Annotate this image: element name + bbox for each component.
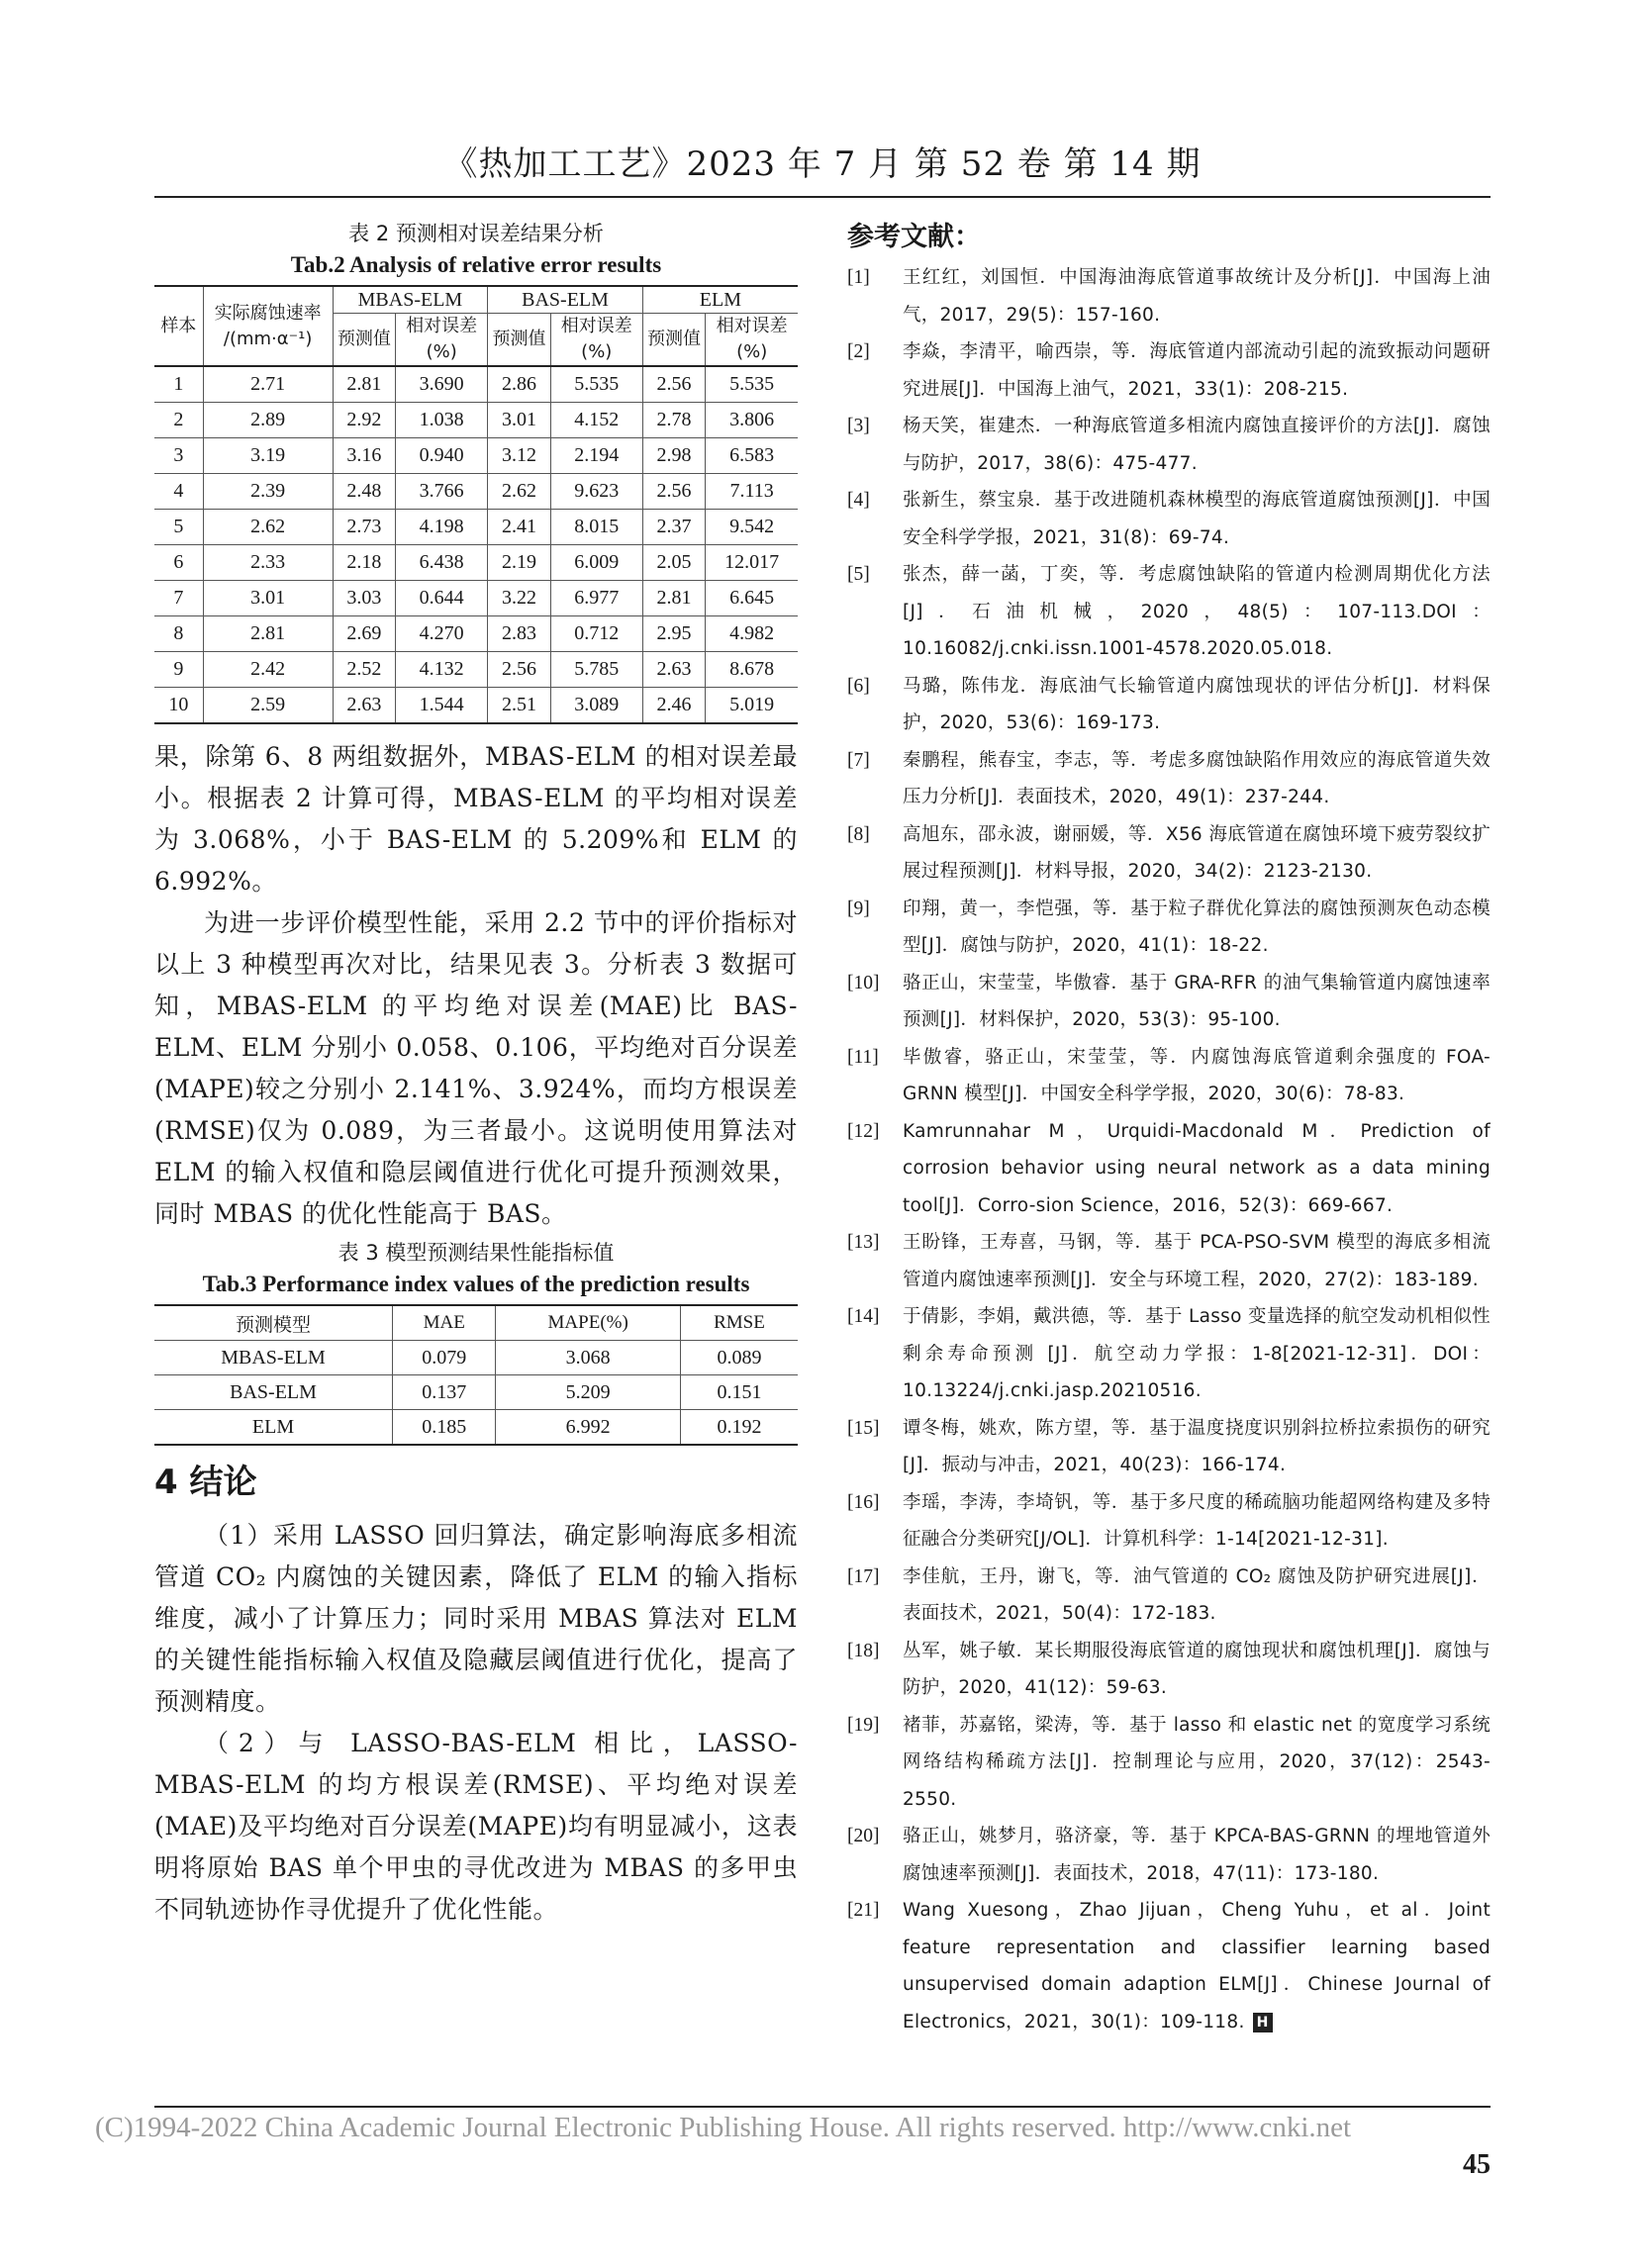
- reference-number: [1]: [847, 267, 870, 288]
- table2-cell: 3.19: [203, 438, 333, 474]
- table2-caption-cn: 表 2 预测相对误差结果分析: [348, 222, 604, 245]
- reference-text-content: 印翔，黄一，李恺强，等．基于粒子群优化算法的腐蚀预测灰色动态模型[J]．腐蚀与防护，2020，41(1)：18-22.: [903, 898, 1491, 956]
- table3-row: [154, 1375, 798, 1410]
- table2-cell: 5: [154, 510, 203, 545]
- reference-number: [9]: [847, 898, 870, 919]
- table3: [154, 1304, 798, 1446]
- table2-cell: 2.95: [642, 616, 705, 652]
- end-mark-icon: H: [1253, 2013, 1273, 2032]
- table2-cell: 2.56: [642, 474, 705, 510]
- table2-cell: 2.05: [642, 545, 705, 581]
- reference-number: [21]: [847, 1900, 880, 1921]
- table2-row: [154, 438, 798, 474]
- table2-sub-err-line1: 相对误差: [560, 316, 632, 336]
- reference-number: [20]: [847, 1826, 880, 1846]
- table2-cell: 3.03: [333, 581, 395, 616]
- reference-text-content: 张新生，蔡宝泉．基于改进随机森林模型的海底管道腐蚀预测[J]．中国安全科学学报，2021，31(8)：69-74.: [903, 490, 1491, 548]
- table2-cell: 2.81: [333, 366, 395, 403]
- table3-cell: 0.185: [393, 1410, 496, 1446]
- reference-number: [18]: [847, 1640, 880, 1661]
- table3-cell: ELM: [154, 1410, 393, 1446]
- table2-cell: 2.194: [550, 438, 642, 474]
- table2-sub-err-line1: 相对误差: [716, 316, 788, 336]
- table3-header-row: [154, 1305, 798, 1341]
- reference-text: [903, 1818, 1491, 1892]
- table2-cell: 5.535: [706, 366, 798, 403]
- table2-cell: 7: [154, 581, 203, 616]
- table2-cell: 2.71: [203, 366, 333, 403]
- reference-item: [847, 668, 1491, 742]
- table2-row: [154, 652, 798, 688]
- table2-cell: 2.63: [333, 688, 395, 724]
- reference-text-content: 高旭东，邵永波，谢丽媛，等．X56 海底管道在腐蚀环境下疲劳裂纹扩展过程预测[J]．材料导报，2020，34(2)：2123-2130.: [903, 823, 1491, 882]
- table2-row: [154, 581, 798, 616]
- table2-cell: 3.01: [203, 581, 333, 616]
- table2-cell: 4.270: [396, 616, 488, 652]
- reference-text: [903, 891, 1491, 965]
- reference-text: [903, 1892, 1491, 2040]
- table2-cell: 0.712: [550, 616, 642, 652]
- reference-number: [17]: [847, 1565, 880, 1587]
- reference-number: [6]: [847, 675, 870, 697]
- table2-sub-err: [706, 314, 798, 367]
- table2-cell: 9.623: [550, 474, 642, 510]
- reference-text-content: 褚菲，苏嘉铭，梁涛，等．基于 lasso 和 elastic net 的宽度学习系统网络结构稀疏方法[J]．控制理论与应用，2020，37(12)：2543-2550.: [903, 1714, 1491, 1810]
- table2-cell: 5.535: [550, 366, 642, 403]
- table2-cell: 6.977: [550, 581, 642, 616]
- table2-cell: 2.18: [333, 545, 395, 581]
- reference-text: [903, 816, 1491, 891]
- table2-cell: 3.22: [488, 581, 550, 616]
- reference-text-content: Kamrunnahar M，Urquidi-Macdonald M．Prediction of corrosion behavior using neural network as a data mining tool[J]．Corro-sion Science，2016，52(3)：669-667.: [903, 1120, 1491, 1216]
- reference-number: [16]: [847, 1491, 880, 1513]
- reference-item: [847, 816, 1491, 891]
- reference-item: [847, 482, 1491, 556]
- results-paragraph-2: 为进一步评价模型性能，采用 2.2 节中的评价指标对以上 3 种模型再次对比，结果见表 3。分析表 3 数据可知，MBAS-ELM 的平均绝对误差(MAE)比 BAS-ELM、ELM 分别小 0.058、0.106，平均绝对百分误差(MAPE)较之分别小 2.141%、3.924%，而均方根误差(RMSE)仅为 0.089，为三者最小。这说明使用算法对 ELM 的输入权值和隐层阈值进行优化可提升预测效果，同时 MBAS 的优化性能高于 BAS。: [154, 908, 798, 1228]
- table3-cell: 0.192: [717, 1415, 762, 1438]
- reference-text: [903, 1707, 1491, 1819]
- reference-item: [847, 742, 1491, 816]
- table2-cell: 3.690: [396, 366, 488, 403]
- table2-cell: 3.089: [550, 688, 642, 724]
- table3-cell: 0.079: [393, 1341, 496, 1375]
- table2-cell: 4: [154, 474, 203, 510]
- table3-row: [154, 1341, 798, 1375]
- reference-text-content: 毕傲睿，骆正山，宋莹莹，等．内腐蚀海底管道剩余强度的 FOA-GRNN 模型[J]．中国安全科学学报，2020，30(6)：78-83.: [903, 1046, 1491, 1104]
- page-number: 45: [1463, 2149, 1491, 2180]
- reference-item: [847, 333, 1491, 408]
- table2-cell: 3.01: [488, 403, 550, 438]
- table2-cell: 3.806: [706, 403, 798, 438]
- table2-cell: 2.69: [333, 616, 395, 652]
- table2-cell: 2.92: [333, 403, 395, 438]
- reference-text: [903, 965, 1491, 1039]
- reference-text: [903, 1633, 1491, 1707]
- table2-cell: 2.41: [488, 510, 550, 545]
- reference-text: [903, 1224, 1491, 1298]
- reference-text: [903, 1113, 1491, 1225]
- table2-cell: 1.544: [396, 688, 488, 724]
- reference-text-content: 谭冬梅，姚欢，陈方望，等．基于温度挠度识别斜拉桥拉索损伤的研究[J]．振动与冲击，2021，40(23)：166-174.: [903, 1417, 1491, 1475]
- table3-header-cell: RMSE: [680, 1305, 798, 1341]
- table2-cell: 2.37: [642, 510, 705, 545]
- table2-sub-err: [396, 314, 488, 367]
- reference-text: [903, 1484, 1491, 1559]
- reference-number: [7]: [847, 749, 870, 771]
- reference-number: [2]: [847, 341, 870, 362]
- table2-cell: 2.33: [203, 545, 333, 581]
- table2-cell: 2.39: [203, 474, 333, 510]
- table3-cell: 5.209: [496, 1375, 681, 1410]
- reference-text-content: 丛军，姚子敏．某长期服役海底管道的腐蚀现状和腐蚀机理[J]．腐蚀与防护，2020，41(12)：59-63.: [903, 1640, 1491, 1698]
- table2-sub-err-line2: (%): [736, 341, 768, 362]
- reference-text: [903, 333, 1491, 408]
- table2-header-actual: [203, 286, 333, 366]
- reference-text-content: 李佳航，王丹，谢飞，等．油气管道的 CO₂ 腐蚀及防护研究进展[J]．表面技术，2021，50(4)：172-183.: [903, 1565, 1491, 1624]
- table2-cell: 2.62: [203, 510, 333, 545]
- table2-cell: 2.81: [642, 581, 705, 616]
- table2-cell: 7.113: [706, 474, 798, 510]
- table2-sub-pred: 预测值: [333, 314, 395, 367]
- table3-header-cell: MAE: [393, 1305, 496, 1341]
- table3-caption-en: Tab.3 Performance index values of the prediction results: [202, 1272, 750, 1296]
- table2-row: [154, 545, 798, 581]
- reference-item: [847, 965, 1491, 1039]
- table2-cell: 2.63: [642, 652, 705, 688]
- table2-cell: 3.16: [333, 438, 395, 474]
- reference-number: [8]: [847, 823, 870, 845]
- reference-text: [903, 556, 1491, 668]
- table2-cell: 4.152: [550, 403, 642, 438]
- table2-cell: 2.46: [642, 688, 705, 724]
- reference-text-content: 李瑶，李涛，李埼钒，等．基于多尺度的稀疏脑功能超网络构建及多特征融合分类研究[J/OL]．计算机科学：1-14[2021-12-31].: [903, 1491, 1491, 1550]
- right-column: [847, 218, 1491, 2040]
- table3-cell: 3.068: [496, 1341, 681, 1375]
- table2-cell: 2.52: [333, 652, 395, 688]
- reference-text: [903, 1410, 1491, 1484]
- table2-cell: 9: [154, 652, 203, 688]
- reference-text-content: 王盼锋，王寿喜，马钢，等．基于 PCA-PSO-SVM 模型的海底多相流管道内腐蚀速率预测[J]．安全与环境工程，2020，27(2)：183-189.: [903, 1232, 1491, 1290]
- reference-item: [847, 1224, 1491, 1298]
- table2-cell: 3.12: [488, 438, 550, 474]
- table2-cell: 2.86: [488, 366, 550, 403]
- section4-title: 4 结论: [154, 1463, 257, 1502]
- reference-item: [847, 259, 1491, 333]
- table2-header-bas: BAS-ELM: [488, 286, 643, 314]
- reference-text: [903, 668, 1491, 742]
- table3-cell: 0.137: [393, 1375, 496, 1410]
- table2-header-elm: ELM: [642, 286, 798, 314]
- table2-cell: 6.009: [550, 545, 642, 581]
- reference-number: [10]: [847, 972, 880, 993]
- table3-cell: 0.089: [680, 1341, 798, 1375]
- reference-item: [847, 1707, 1491, 1819]
- reference-number: [5]: [847, 564, 870, 585]
- table2-sub-err: [550, 314, 642, 367]
- reference-item: [847, 1892, 1491, 2040]
- reference-item: [847, 1298, 1491, 1410]
- table2-sub-err-line2: (%): [426, 341, 457, 362]
- reference-text: [903, 259, 1491, 333]
- table2-cell: 3: [154, 438, 203, 474]
- conclusion-paragraph-2: （2）与 LASSO-BAS-ELM 相比，LASSO-MBAS-ELM 的均方根误差(RMSE)、平均绝对误差(MAE)及平均绝对百分误差(MAPE)均有明显减小，这表明将原始 BAS 单个甲虫的寻优改进为 MBAS 的多甲虫不同轨迹协作寻优提升了优化性能。: [154, 1729, 798, 1924]
- table2-cell: 2.56: [488, 652, 550, 688]
- table2-cell: 2.59: [203, 688, 333, 724]
- table2-header-actual-line1: 实际腐蚀速率: [214, 302, 322, 324]
- reference-item: [847, 556, 1491, 668]
- reference-number: [3]: [847, 416, 870, 436]
- reference-text-content: 于倩影，李娟，戴洪德，等．基于 Lasso 变量选择的航空发动机相似性剩余寿命预测 [J]．航空动力学报：1-8[2021-12-31]．DOI：10.13224/j.cnki.jasp.20210516.: [903, 1306, 1491, 1401]
- table2-header-sample: 样本: [154, 286, 203, 366]
- table2-cell: 2.42: [203, 652, 333, 688]
- table2-cell: 5.019: [706, 688, 798, 724]
- reference-text-content: 骆正山，宋莹莹，毕傲睿．基于 GRA-RFR 的油气集输管道内腐蚀速率预测[J]．材料保护，2020，53(3)：95-100.: [903, 972, 1491, 1030]
- reference-number: [11]: [847, 1046, 879, 1068]
- table3-header-cell: MAPE(%): [496, 1305, 681, 1341]
- reference-list: [847, 259, 1491, 2040]
- table2-sub-err-line2: (%): [581, 341, 613, 362]
- table2-row: [154, 616, 798, 652]
- table2-sub-pred: 预测值: [488, 314, 550, 367]
- reference-number: [14]: [847, 1306, 880, 1327]
- reference-item: [847, 408, 1491, 482]
- table3-caption-cn: 表 3 模型预测结果性能指标值: [337, 1241, 615, 1265]
- table2-sub-err-line1: 相对误差: [406, 316, 478, 336]
- table2-cell: 2.78: [642, 403, 705, 438]
- reference-text: [903, 482, 1491, 556]
- table2-cell: 0.940: [396, 438, 488, 474]
- reference-text-content: 李焱，李清平，喻西崇，等．海底管道内部流动引起的流致振动问题研究进展[J]．中国海上油气，2021，33(1)：208-215.: [903, 341, 1491, 400]
- reference-text: [903, 1559, 1491, 1633]
- reference-item: [847, 1410, 1491, 1484]
- reference-item: [847, 1818, 1491, 1892]
- table2-row: [154, 366, 798, 403]
- table2-cell: 5.785: [550, 652, 642, 688]
- header-rule: [154, 196, 1491, 198]
- table2-row: [154, 510, 798, 545]
- table2-cell: 1.038: [396, 403, 488, 438]
- table2-cell: 2.51: [488, 688, 550, 724]
- table2-cell: 0.644: [396, 581, 488, 616]
- reference-number: [12]: [847, 1120, 880, 1142]
- reference-item: [847, 1039, 1491, 1113]
- table2-cell: 4.132: [396, 652, 488, 688]
- table3-row: [154, 1410, 798, 1446]
- table2-cell: 2.81: [203, 616, 333, 652]
- table3-body: [154, 1341, 798, 1446]
- results-paragraph-1: 果，除第 6、8 两组数据外，MBAS-ELM 的相对误差最小。根据表 2 计算可得，MBAS-ELM 的平均相对误差为 3.068%，小于 BAS-ELM 的 5.209%和 ELM 的 6.992%。: [154, 742, 798, 896]
- reference-text: [903, 408, 1491, 482]
- table2-cell: 8.015: [550, 510, 642, 545]
- table2-cell: 2.98: [642, 438, 705, 474]
- reference-number: [15]: [847, 1417, 880, 1439]
- table2-cell: 4.982: [706, 616, 798, 652]
- copyright-watermark: (C)1994-2022 China Academic Journal Electronic Publishing House. All rights reserved. http://www.cnki.net: [95, 2112, 1352, 2143]
- table2-cell: 12.017: [706, 545, 798, 581]
- table2-cell: 6.583: [706, 438, 798, 474]
- table3-cell: 0.151: [680, 1375, 798, 1410]
- table2-sub-pred: 预测值: [642, 314, 705, 367]
- table2-caption-en: Tab.2 Analysis of relative error results: [290, 252, 662, 277]
- reference-item: [847, 891, 1491, 965]
- table3-header-cell: 预测模型: [154, 1305, 393, 1341]
- reference-text-content: 张杰，薛一菡，丁奕，等．考虑腐蚀缺陷的管道内检测周期优化方法[J]．石油机械，2020，48(5)：107-113.DOI：10.16082/j.cnki.issn.1001-4578.2020.05.018.: [903, 564, 1491, 659]
- table2-cell: 2.56: [642, 366, 705, 403]
- table3-cell: 6.992: [496, 1410, 681, 1446]
- reference-item: [847, 1113, 1491, 1225]
- table2-row: [154, 403, 798, 438]
- reference-text: [903, 1039, 1491, 1113]
- table2-cell: 6.438: [396, 545, 488, 581]
- table2-cell: 8.678: [706, 652, 798, 688]
- reference-text-content: 王红红，刘国恒．中国海油海底管道事故统计及分析[J]．中国海上油气，2017，29(5)：157-160.: [903, 267, 1491, 326]
- running-header: 《热加工工艺》2023 年 7 月 第 52 卷 第 14 期: [443, 144, 1202, 184]
- table3-cell: MBAS-ELM: [154, 1341, 393, 1375]
- references-title: 参考文献：: [847, 222, 981, 252]
- reference-number: [19]: [847, 1714, 880, 1736]
- table2-cell: 3.766: [396, 474, 488, 510]
- reference-text-content: Wang Xuesong，Zhao Jijuan，Cheng Yuhu，et al．Joint feature representation and classifier learning based unsupervised domain adaption ELM[J]．Chinese Journal of Electronics，2021，30(1)：109-118.: [903, 1900, 1491, 2032]
- table2-cell: 10: [154, 688, 203, 724]
- table2-cell: 2.48: [333, 474, 395, 510]
- conclusion-paragraph-1: （1）采用 LASSO 回归算法，确定影响海底多相流管道 CO₂ 内腐蚀的关键因素，降低了 ELM 的输入指标维度，减小了计算压力；同时采用 MBAS 算法对 ELM 的关键性能指标输入权值及隐藏层阈值进行优化，提高了预测精度。: [154, 1521, 798, 1716]
- table2-row: [154, 474, 798, 510]
- table2-cell: 2.73: [333, 510, 395, 545]
- table2-cell: 2: [154, 403, 203, 438]
- reference-text-content: 骆正山，姚梦月，骆济豪，等．基于 KPCA-BAS-GRNN 的埋地管道外腐蚀速率预测[J]．表面技术，2018，47(11)：173-180.: [903, 1826, 1491, 1884]
- reference-text-content: 秦鹏程，熊春宝，李志，等．考虑多腐蚀缺陷作用效应的海底管道失效压力分析[J]．表面技术，2020，49(1)：237-244.: [903, 749, 1491, 807]
- reference-number: [13]: [847, 1232, 880, 1253]
- table2-cell: 9.542: [706, 510, 798, 545]
- reference-item: [847, 1633, 1491, 1707]
- reference-text-content: 杨天笑，崔建杰．一种海底管道多相流内腐蚀直接评价的方法[J]．腐蚀与防护，2017，38(6)：475-477.: [903, 416, 1491, 474]
- table2-cell: 2.83: [488, 616, 550, 652]
- reference-item: [847, 1559, 1491, 1633]
- reference-item: [847, 1484, 1491, 1559]
- table2: [154, 285, 798, 724]
- reference-text-content: 马璐，陈伟龙．海底油气长输管道内腐蚀现状的评估分析[J]．材料保护，2020，53(6)：169-173.: [903, 675, 1491, 733]
- table2-cell: 6.645: [706, 581, 798, 616]
- table2-cell: 8: [154, 616, 203, 652]
- table2-cell: 2.19: [488, 545, 550, 581]
- table2-header-actual-line2: /(mm·α⁻¹): [223, 328, 313, 349]
- table2-body: [154, 366, 798, 723]
- table2-cell: 4.198: [396, 510, 488, 545]
- reference-text: [903, 1298, 1491, 1410]
- table2-row: [154, 688, 798, 724]
- reference-text: [903, 742, 1491, 816]
- table2-cell: 1: [154, 366, 203, 403]
- table2-cell: 2.62: [488, 474, 550, 510]
- table3-cell: BAS-ELM: [154, 1375, 393, 1410]
- table2-cell: 6: [154, 545, 203, 581]
- table2-header-mbas: MBAS-ELM: [333, 286, 488, 314]
- reference-number: [4]: [847, 490, 870, 511]
- table2-cell: 2.89: [203, 403, 333, 438]
- left-column: [154, 218, 798, 1931]
